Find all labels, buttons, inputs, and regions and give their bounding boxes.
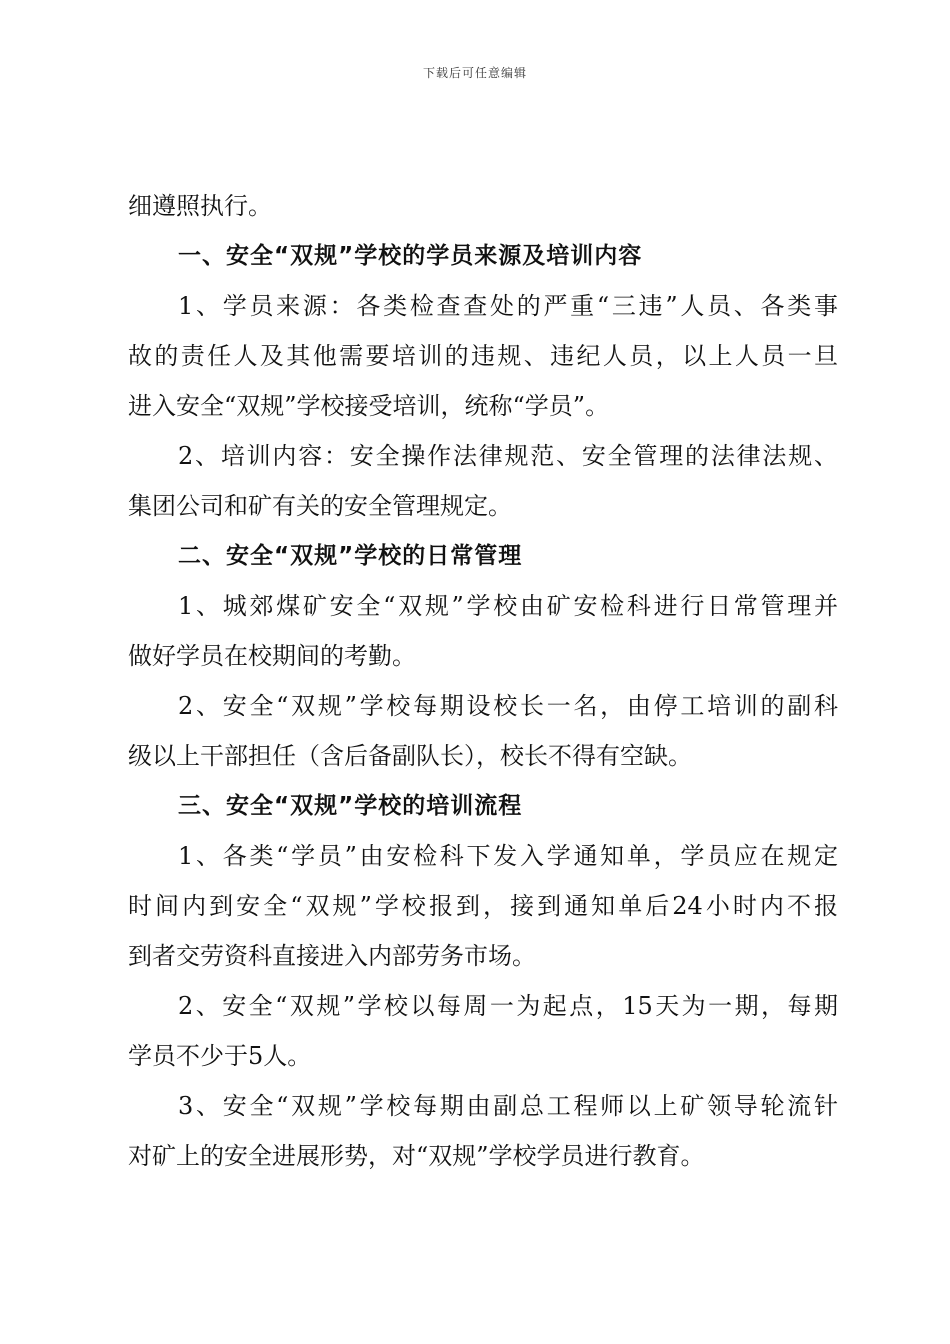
paragraph-line: 进入安全“双规”学校接受培训，统称“学员”。 [128,392,610,420]
paragraph-line: 到者交劳资科直接进入内部劳务市场。 [128,942,536,970]
section-heading: 一、安全“双规”学校的学员来源及培训内容 [178,243,643,269]
paragraph-line: 集团公司和矿有关的安全管理规定。 [128,492,512,520]
paragraph-line: 对矿上的安全进展形势，对“双规”学校学员进行教育。 [128,1142,705,1170]
paragraph-line: 学员不少于5人。 [128,1042,312,1070]
paragraph-line: 2、安全“双规”学校每期设校长一名，由停工培训的副科 [178,692,838,720]
page-header: 下载后可任意编辑 [422,66,527,80]
paragraph-line: 级以上干部担任（含后备副队长），校长不得有空缺。 [128,742,692,770]
paragraph-line: 1、学员来源：各类检查查处的严重“三违”人员、各类事 [178,292,838,320]
paragraph-line: 做好学员在校期间的考勤。 [128,642,416,670]
paragraph-line: 细遵照执行。 [128,192,272,220]
paragraph-line: 3、安全“双规”学校每期由副总工程师以上矿领导轮流针 [178,1092,838,1120]
paragraph-line: 2、安全“双规”学校以每周一为起点，15天为一期，每期 [178,992,838,1020]
paragraph-line: 1、各类“学员”由安检科下发入学通知单，学员应在规定 [178,842,838,870]
paragraph-line: 2、培训内容：安全操作法律规范、安全管理的法律法规、 [178,442,838,470]
paragraph-line: 故的责任人及其他需要培训的违规、违纪人员，以上人员一旦 [128,342,838,370]
document-body [128,186,838,1186]
paragraph-line: 1、城郊煤矿安全“双规”学校由矿安检科进行日常管理并 [178,592,838,620]
paragraph-line: 时间内到安全“双规”学校报到，接到通知单后24小时内不报 [128,892,838,920]
section-heading: 三、安全“双规”学校的培训流程 [178,793,523,819]
section-heading: 二、安全“双规”学校的日常管理 [178,543,523,569]
